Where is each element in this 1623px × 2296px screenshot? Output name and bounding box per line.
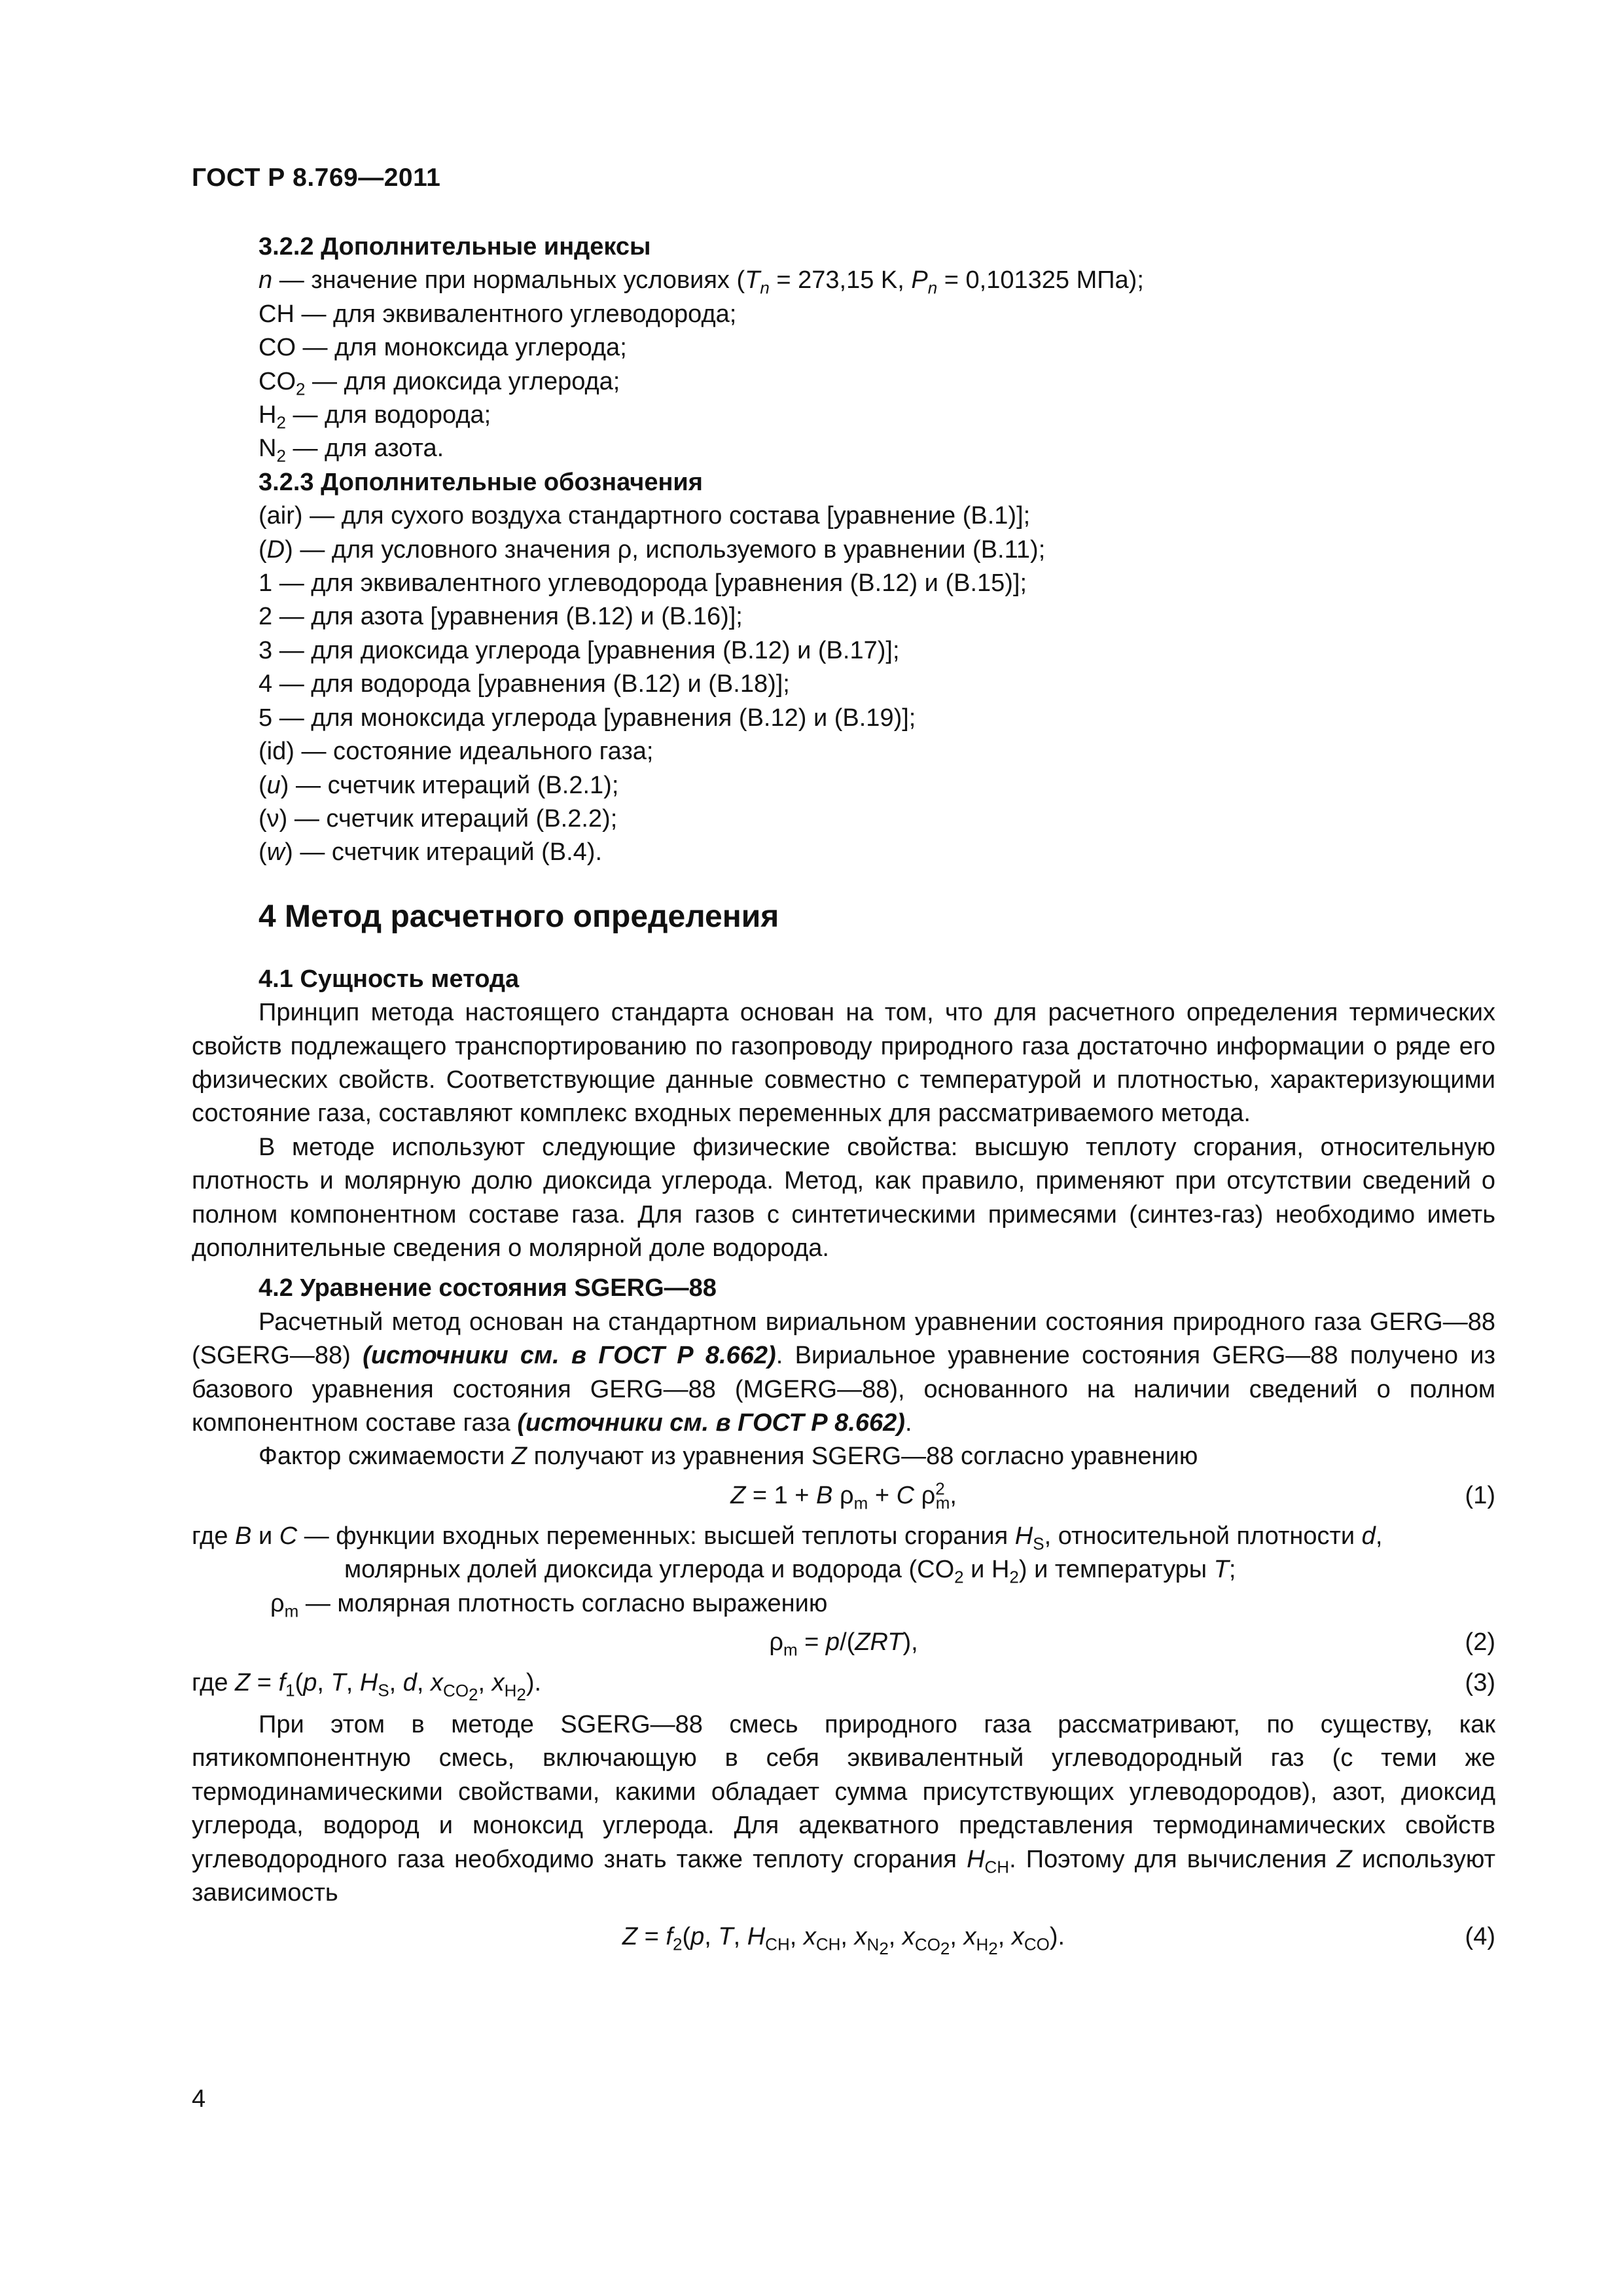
notation-item: (id) — состояние идеального газа; — [259, 738, 654, 766]
notation-item: (w) — счетчик итераций (В.4). — [259, 838, 603, 867]
equation-4 — [192, 1920, 1495, 1959]
index-n: n — значение при нормальных условиях ($T_n = 273,15$ K, $P_n = 0,101325$ МПа); — [259, 266, 1144, 298]
equation-2 — [192, 1626, 1495, 1661]
section-3-2-2-title: 3.2.2 Дополнительные индексы — [259, 233, 651, 260]
equation-3-formula: где $Z = f_1(p$, T, $H_S$, d, $x_{CO_2}$, $x_{H_2}$). — [192, 1669, 542, 1704]
index-co: CO — для моноксида углерода; — [259, 334, 627, 362]
section-3-2-3-title: 3.2.3 Дополнительные обозначения — [259, 468, 703, 496]
paragraph: При этом в методе SGERG—88 смесь природного газа рассматривают, по существу, как пятикомпонентную смесь, включающую в себя эквивалентный углеводородный газ (с теми же термодинамическими свойствами, какими обладает сумма присутствующих углеводородов), азот, диоксид углерода, водород и моноксид углерода. Для адекватного представления термодинамических свойств углеводородного газа необходимо знать также теплоту сгорания $H_{CH}$. Поэтому для вычисления Z используют зависимость — [192, 1711, 1495, 1907]
equation-number: (3) — [1465, 1669, 1495, 1697]
notation-item: 4 — для водорода [уравнения (В.12) и (В.18)]; — [259, 670, 790, 698]
notation-item: 1 — для эквивалентного углеводорода [уравнения (В.12) и (В.15)]; — [259, 569, 1027, 598]
equation-number: (1) — [1465, 1481, 1495, 1509]
where-b-c: где B и C — функции входных переменных: высшей теплоты сгорания $H_S$, относительной плотности d, — [192, 1522, 1383, 1554]
equation-number: (2) — [1465, 1628, 1495, 1657]
equation-3 — [192, 1666, 1495, 1702]
notation-item: 3 — для диоксида углерода [уравнения (В.12) и (В.17)]; — [259, 636, 900, 664]
equation-4-formula: $Z = f_2(p$, T, $H_{CH}$, $x_{CH}$, $x_{N_2}$, $x_{CO_2}$, $x_{H_2}$, $x_{CO}$). — [622, 1923, 1065, 1959]
notation-item: (D) — для условного значения ρ, используемого в уравнении (В.11); — [259, 535, 1046, 564]
index-ch: CH — для эквивалентного углеводорода; — [259, 300, 737, 328]
notation-item: (u) — счетчик итераций (В.2.1); — [259, 771, 619, 799]
page-content — [192, 230, 1495, 1961]
index-co2: $CO_2$ — для диоксида углерода; — [259, 367, 620, 399]
equation-number: (4) — [1465, 1923, 1495, 1951]
equation-1-formula: Z = 1 + B $\rho_m + C$ $\rho^2_m$, — [730, 1479, 957, 1513]
where-rho-m: $\rho_m$ — молярная плотность согласно выражению — [270, 1589, 828, 1621]
document-header: ГОСТ Р 8.769—2011 — [192, 164, 441, 192]
where-block — [192, 1520, 1495, 1621]
section-4-2-title: 4.2 Уравнение состояния SGERG—88 — [259, 1274, 717, 1302]
paragraph: В методе используют следующие физические свойства: высшую теплоту сгорания, относительную плотность и молярную долю диоксида углерода. Метод, как правило, применяют при отсутствии сведений о полном компонентном составе газа. Для газов с синтетическими примесями (синтез-газ) необходимо иметь дополнительные сведения о молярной доле водорода. — [192, 1133, 1495, 1262]
notation-item: (ν) — счетчик итераций (В.2.2); — [259, 804, 618, 833]
paragraph: Фактор сжимаемости Z получают из уравнения SGERG—88 согласно уравнению — [259, 1443, 1198, 1471]
paragraph: Расчетный метод основан на стандартном вириальном уравнении состояния природного газа GERG—88 (SGERG—88) (источники см. в ГОСТ Р 8.662). Вириальное уравнение состояния GERG—88 получено из базового уравнения состояния GERG—88 (MGERG—88), основанного на наличии сведений о полном компонентном составе газа (источники см. в ГОСТ Р 8.662). — [192, 1308, 1495, 1437]
page-number: 4 — [192, 2085, 206, 2113]
section-4-1-title: 4.1 Сущность метода — [259, 965, 520, 993]
index-h2: $H_2$ — для водорода; — [259, 401, 491, 433]
index-n2: $N_2$ — для азота. — [259, 435, 444, 467]
equation-1 — [192, 1479, 1495, 1515]
equation-2-formula: $\rho_m = p/(ZRT)$, — [769, 1628, 918, 1660]
where-b-c-continued: молярных долей диоксида углерода и водорода ($CO_2$ и $H_2$) и температуры T; — [344, 1556, 1236, 1587]
section-4-title: 4 Метод расчетного определения — [259, 899, 779, 934]
notation-item: 2 — для азота [уравнения (В.12) и (В.16)]; — [259, 603, 743, 631]
notation-item: (air) — для сухого воздуха стандартного состава [уравнение (В.1)]; — [259, 502, 1031, 530]
paragraph: Принцип метода настоящего стандарта основан на том, что для расчетного определения термических свойств подлежащего транспортированию по газопроводу природного газа достаточно информации о ряде его физических свойств. Соответствующие данные совместно с температурой и плотностью, характеризующими состояние газа, составляют комплекс входных переменных для рассматриваемого метода. — [192, 999, 1495, 1128]
notation-item: 5 — для моноксида углерода [уравнения (В.12) и (В.19)]; — [259, 704, 916, 732]
